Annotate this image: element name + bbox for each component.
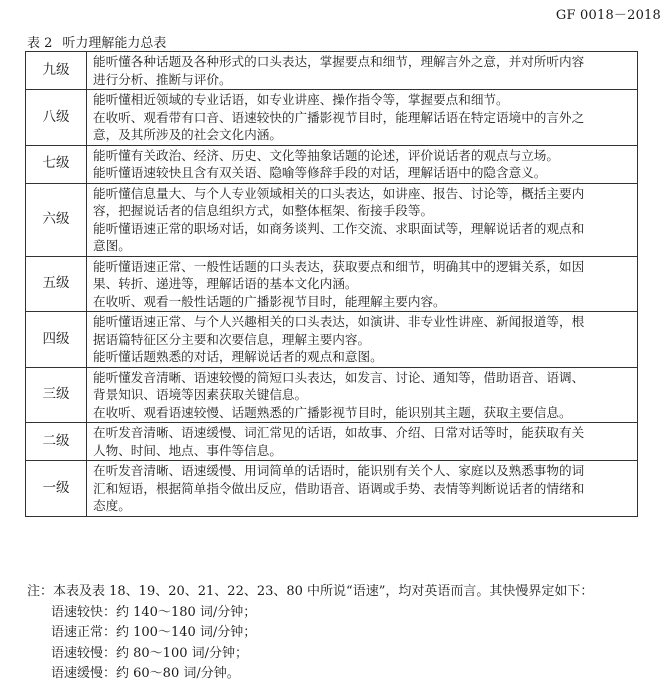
description-cell xyxy=(87,461,638,517)
table-row xyxy=(26,367,638,423)
table-notes xyxy=(27,582,593,685)
level-cell: 八级 xyxy=(26,90,87,146)
description-cell xyxy=(87,312,638,368)
listening-ability-table-body xyxy=(26,52,638,517)
description-line: 汇和短语，根据简单指令做出反应，借助语音、语调或手势、表情等判断说话者的情绪和 xyxy=(93,480,585,496)
level-cell: 一级 xyxy=(26,461,87,517)
level-cell: 五级 xyxy=(26,256,87,312)
listening-ability-table xyxy=(25,51,638,517)
description-line: 能听懂语速较快且含有双关语、隐喻等修辞手段的对话，理解话语中的隐含意义。 xyxy=(93,165,547,180)
description-line: 能听懂有关政治、经济、历史、文化等抽象话题的论述，评价说话者的观点与立场。 xyxy=(93,147,559,163)
description-line: 在听发音清晰、语速缓慢、用词简单的话语时，能识别有关个人、家庭以及熟悉事物的词 xyxy=(93,463,585,478)
description-cell xyxy=(87,183,638,256)
level-cell: 六级 xyxy=(26,183,87,256)
level-cell: 二级 xyxy=(26,423,87,461)
speech-rate-item: 语速正常：约 100～140 词/分钟； xyxy=(51,625,257,641)
description-line: 容，把握说话者的信息组织方式，如整体框架、衔接手段等。 xyxy=(93,203,434,218)
description-line: 能听懂语速正常的职场对话，如商务谈判、工作交流、求职面试等，理解说话者的观点和 xyxy=(93,220,585,236)
description-line: 能听懂语速正常、与个人兴趣相关的口头表达，如演讲、非专业性讲座、新闻报道等，根 xyxy=(93,314,585,329)
description-line: 能听懂相近领域的专业话语，如专业讲座、操作指令等，掌握要点和细节。 xyxy=(93,92,509,107)
speech-rate-item: 语速较慢：约 80～100 词/分钟； xyxy=(51,645,248,661)
level-cell: 九级 xyxy=(26,52,87,90)
description-line: 态度。 xyxy=(93,498,131,513)
description-cell xyxy=(87,145,638,183)
note-intro: 注：本表及表 18、19、20、21、22、23、80 中所说“语速”，均对英语而言。其快慢界定如下： xyxy=(27,584,594,599)
description-cell xyxy=(87,256,638,312)
table-row xyxy=(26,52,638,90)
description-line: 在听发音清晰、语速缓慢、词汇常见的话语，如故事、介绍、日常对话等时，能获取有关 xyxy=(93,425,585,440)
speech-rate-list xyxy=(27,603,593,685)
description-line: 能听懂信息量大、与个人专业领域相关的口头表达，如讲座、报告、讨论等，概括主要内 xyxy=(93,185,585,201)
description-line: 在收听、观看一般性话题的广播影视节目时，能理解主要内容。 xyxy=(93,293,446,309)
level-cell: 七级 xyxy=(26,145,87,183)
description-line: 在收听、观看带有口音、语速较快的广播影视节目时，能理解话语在特定语境中的言外之 xyxy=(93,109,585,125)
speech-rate-item: 语速较快：约 140～180 词/分钟； xyxy=(51,604,257,620)
description-line: 人物、时间、地点、事件等信息。 xyxy=(93,442,282,458)
description-line: 据语篇特征区分主要和次要信息，理解主要内容。 xyxy=(93,331,371,347)
description-cell xyxy=(87,52,638,90)
table-row xyxy=(26,312,638,368)
description-cell xyxy=(87,423,638,461)
document-code: GF 0018－2018 xyxy=(555,8,661,23)
table-caption xyxy=(27,32,166,51)
description-line: 能听懂话题熟悉的对话，理解说话者的观点和意图。 xyxy=(93,349,383,364)
table-caption-number: 表 2 xyxy=(27,36,53,51)
table-row xyxy=(26,423,638,461)
table-caption-title: 听力理解能力总表 xyxy=(62,36,167,51)
table-row xyxy=(26,256,638,312)
table-row xyxy=(26,145,638,183)
table-row xyxy=(26,461,638,517)
description-line: 果、转折、递进等，理解话语的基本文化内涵。 xyxy=(93,276,358,291)
level-cell: 三级 xyxy=(26,367,87,423)
table-row xyxy=(26,183,638,256)
description-line: 能听懂各种话题及各种形式的口头表达，掌握要点和细节，理解言外之意，并对所听内容 xyxy=(93,54,585,69)
description-line: 背景知识、语境等因素获取关键信息。 xyxy=(93,387,308,402)
description-line: 能听懂发音清晰、语速较慢的简短口头表达，如发言、讨论、通知等，借助语音、语调、 xyxy=(93,369,585,385)
description-cell xyxy=(87,90,638,146)
description-line: 意，及其所涉及的社会文化内涵。 xyxy=(93,127,282,142)
level-cell: 四级 xyxy=(26,312,87,368)
description-cell xyxy=(87,367,638,423)
description-line: 在收听、观看语速较慢、话题熟悉的广播影视节目时，能识别其主题，获取主要信息。 xyxy=(93,404,572,420)
table-row xyxy=(26,90,638,146)
description-line: 进行分析、推断与评价。 xyxy=(93,71,232,87)
description-line: 意图。 xyxy=(93,238,131,253)
speech-rate-item: 语速缓慢：约 60～80 词/分钟。 xyxy=(51,666,240,682)
description-line: 能听懂语速正常、一般性话题的口头表达，获取要点和细节，明确其中的逻辑关系，如因 xyxy=(93,258,585,274)
